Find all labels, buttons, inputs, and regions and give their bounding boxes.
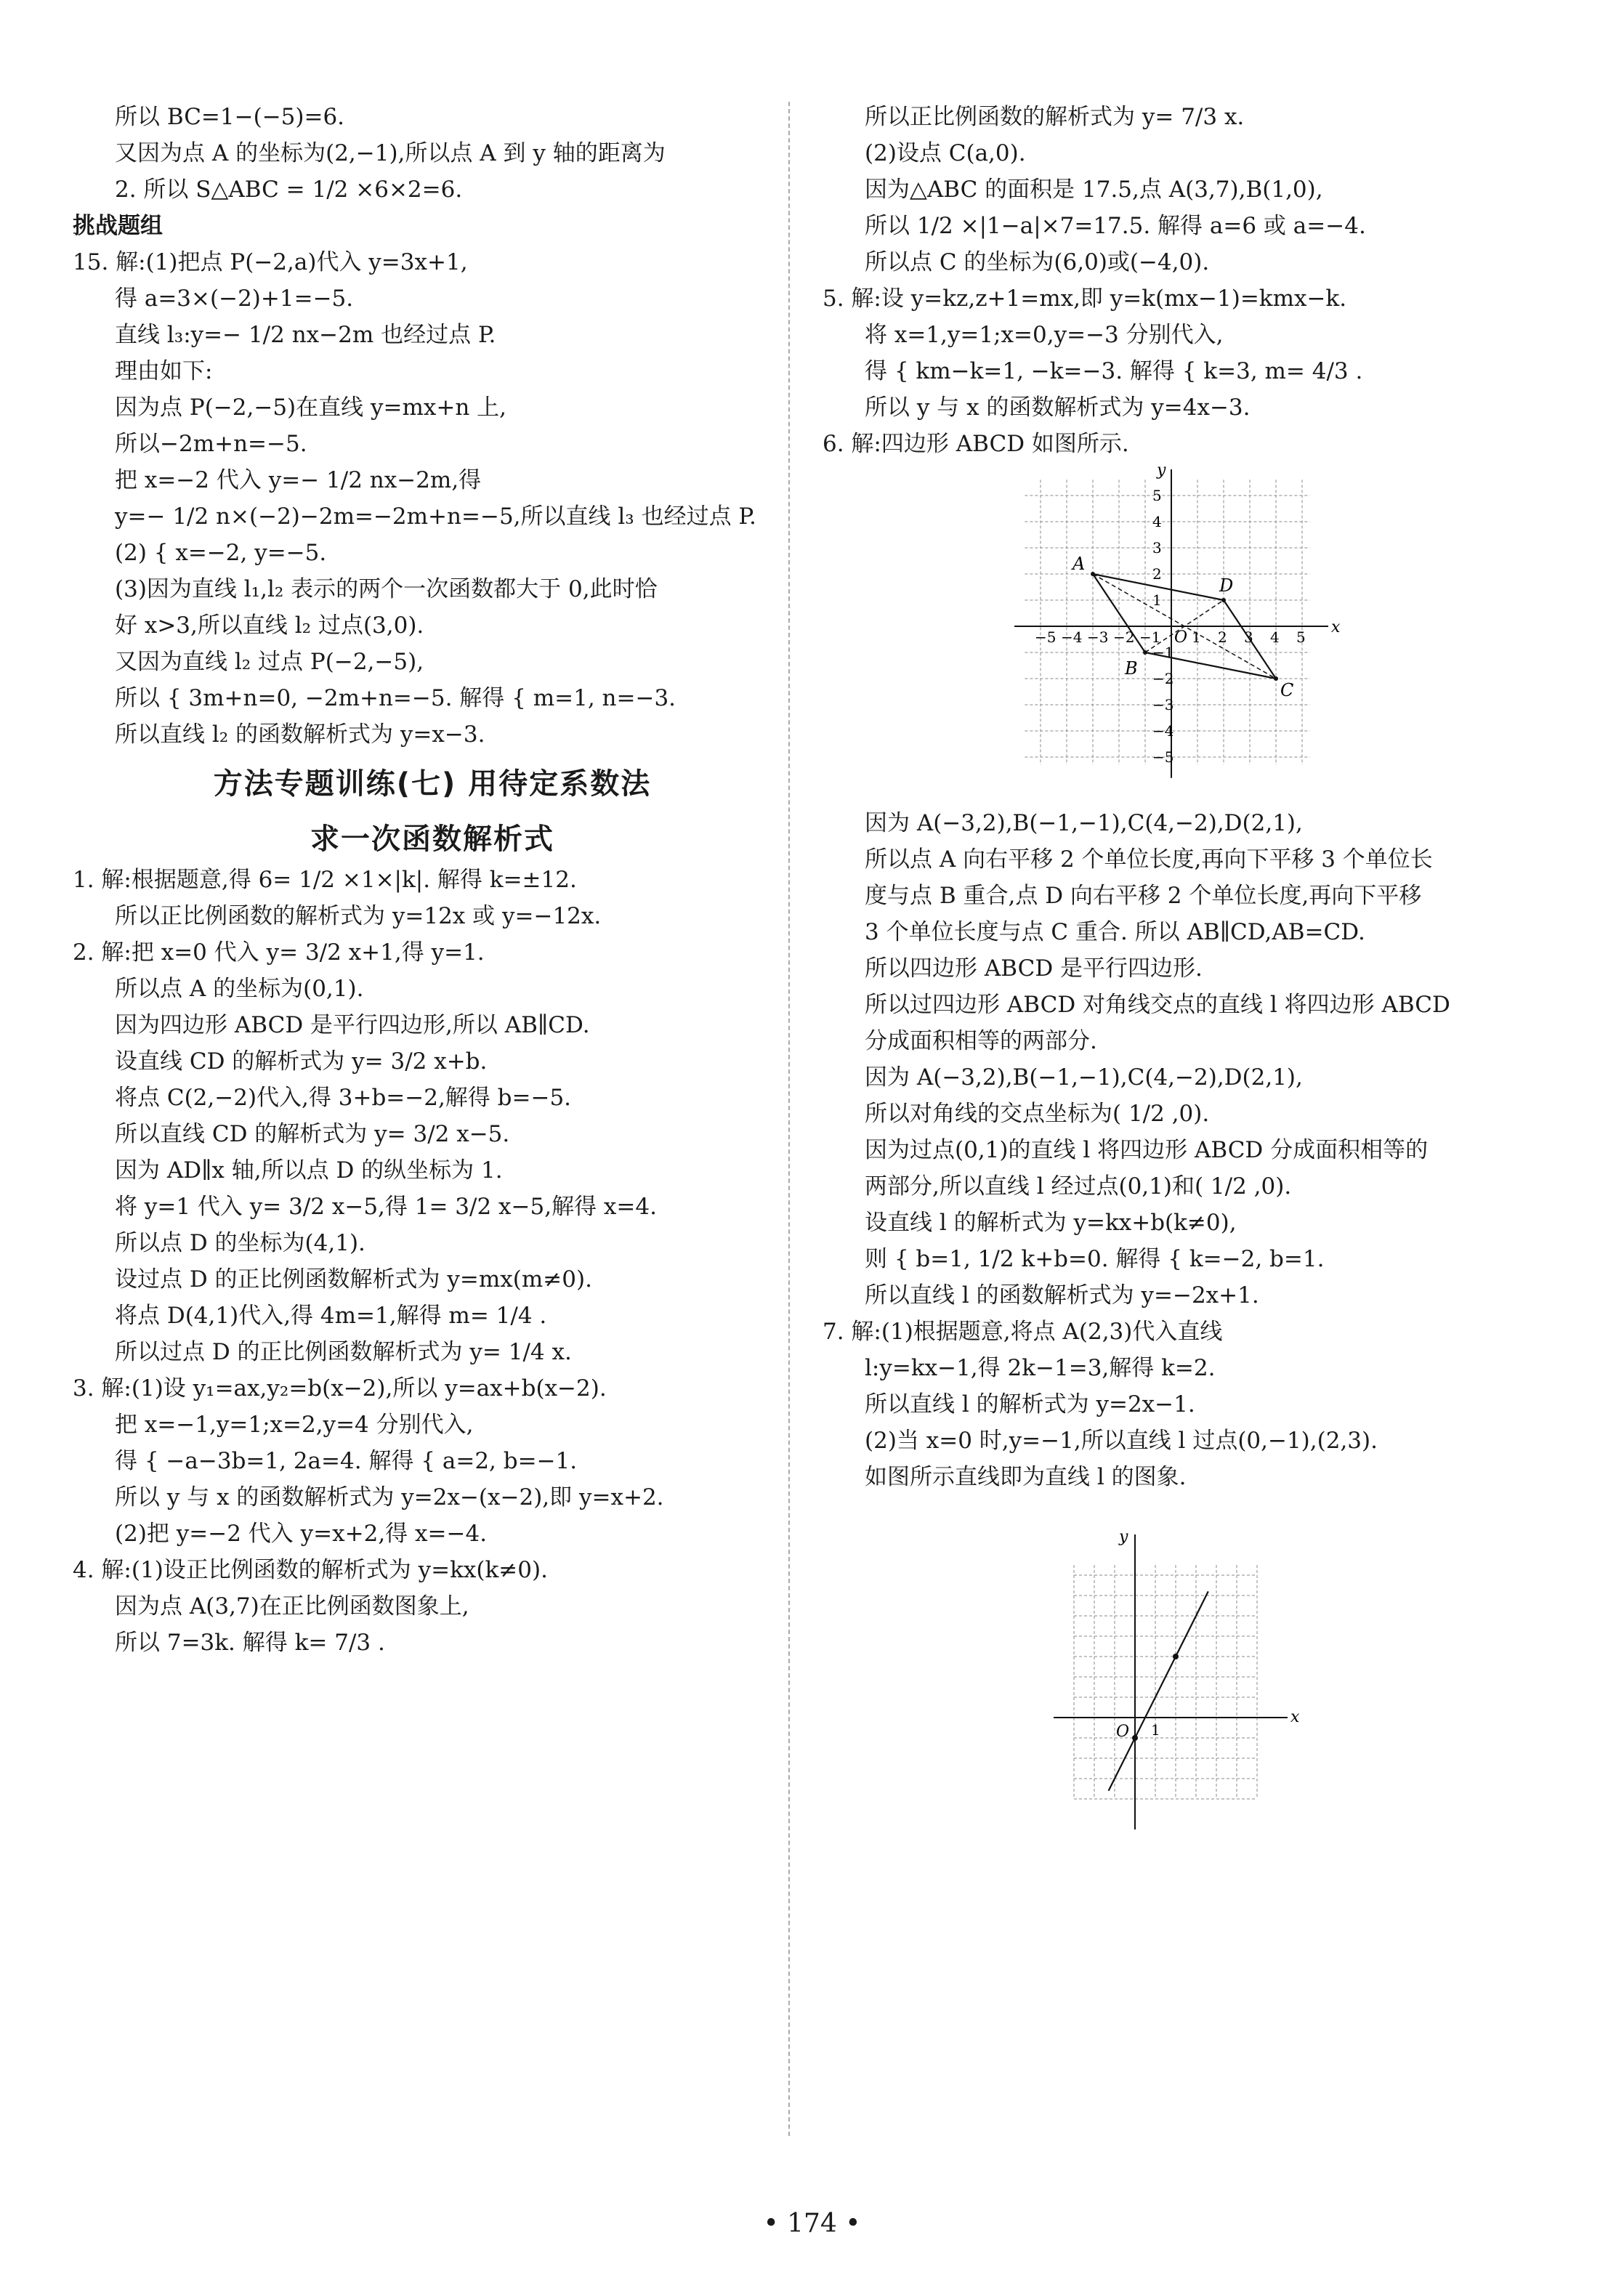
right-text-a <box>823 102 1564 459</box>
right_a-line: (2)设点 C(a,0). <box>865 140 1026 166</box>
left-line: 因为点 P(−2,−5)在直线 y=mx+n 上, <box>115 395 507 421</box>
line-point <box>1132 1735 1138 1741</box>
left-line: 所以直线 l₂ 的函数解析式为 y=x−3. <box>115 721 485 748</box>
y-tick-label: 4 <box>1152 513 1162 530</box>
left-line: 挑战题组 <box>73 213 163 239</box>
right-text-b <box>823 808 1564 1492</box>
left-line: 1. 解:根据题意,得 6= 1/2 ×1×|k|. 解得 k=±12. <box>73 867 577 893</box>
right_b-line: 所以对角线的交点坐标为( 1/2 ,0). <box>865 1101 1210 1127</box>
right_a-line: 将 x=1,y=1;x=0,y=−3 分别代入, <box>865 322 1224 348</box>
point-label-d: D <box>1219 575 1234 596</box>
left-line: 因为点 A(3,7)在正比例函数图象上, <box>115 1593 469 1619</box>
x-tick-label: 3 <box>1244 628 1253 646</box>
point-b <box>1143 650 1147 655</box>
page-number: • 174 • <box>763 2209 861 2238</box>
right_a-line: 5. 解:设 y=kz,z+1=mx,即 y=k(mx−1)=kmx−k. <box>823 286 1347 312</box>
left-line: 所以−2m+n=−5. <box>115 431 307 457</box>
right_b-line: (2)当 x=0 时,y=−1,所以直线 l 过点(0,−1),(2,3). <box>865 1428 1378 1454</box>
left-line: 所以 { 3m+n=0, −2m+n=−5. 解得 { m=1, n=−3. <box>115 685 676 711</box>
left-line: 得 a=3×(−2)+1=−5. <box>115 286 354 312</box>
right-column <box>823 102 1564 1856</box>
right_b-line: 分成面积相等的两部分. <box>865 1028 1097 1054</box>
y-tick-label: −4 <box>1152 722 1174 740</box>
left-line: 3. 解:(1)设 y₁=ax,y₂=b(x−2),所以 y=ax+b(x−2). <box>73 1375 607 1402</box>
left-line: 所以 BC=1−(−5)=6. <box>115 104 345 130</box>
x-tick-label: −3 <box>1087 628 1109 646</box>
right_a-line: 得 { km−k=1, −k=−3. 解得 { k=3, m= 4/3 . <box>865 358 1363 384</box>
right_b-line: 所以直线 l 的函数解析式为 y=−2x+1. <box>865 1282 1259 1309</box>
right_b-line: 7. 解:(1)根据题意,将点 A(2,3)代入直线 <box>823 1319 1223 1345</box>
left-line: 所以正比例函数的解析式为 y=12x 或 y=−12x. <box>115 903 602 929</box>
right_b-line: 所以过四边形 ABCD 对角线交点的直线 l 将四边形 ABCD <box>865 992 1450 1018</box>
left-line: (3)因为直线 l₁,l₂ 表示的两个一次函数都大于 0,此时恰 <box>115 576 658 602</box>
y-tick-label: −5 <box>1152 748 1174 766</box>
x-tick-label: −4 <box>1061 628 1083 646</box>
right_b-line: 因为过点(0,1)的直线 l 将四边形 ABCD 分成面积相等的 <box>865 1137 1429 1163</box>
left-column <box>73 102 792 1664</box>
point-label-b: B <box>1125 658 1138 679</box>
left-line: 设过点 D 的正比例函数解析式为 y=mx(m≠0). <box>115 1266 592 1293</box>
right_a-line: 因为△ABC 的面积是 17.5,点 A(3,7),B(1,0), <box>865 177 1323 203</box>
origin-label: O <box>1116 1723 1130 1741</box>
x-tick-label: −2 <box>1113 628 1135 646</box>
y-tick-label: 5 <box>1152 487 1162 504</box>
right_b-line: 所以四边形 ABCD 是平行四边形. <box>865 955 1203 982</box>
x-axis-label: x <box>1331 618 1341 636</box>
left-line: 理由如下: <box>115 358 213 384</box>
left-line: 所以 y 与 x 的函数解析式为 y=2x−(x−2),即 y=x+2. <box>115 1484 664 1510</box>
column-divider <box>788 102 790 2136</box>
y-tick-label: 2 <box>1152 565 1162 583</box>
left-line: 所以 7=3k. 解得 k= 7/3 . <box>115 1630 385 1656</box>
right_b-line: 因为 A(−3,2),B(−1,−1),C(4,−2),D(2,1), <box>865 1064 1303 1091</box>
x-tick-label: 4 <box>1270 628 1280 646</box>
right_b-line: 因为 A(−3,2),B(−1,−1),C(4,−2),D(2,1), <box>865 810 1303 836</box>
left-line: 4. 解:(1)设正比例函数的解析式为 y=kx(k≠0). <box>73 1557 548 1583</box>
right_a-line: 所以点 C 的坐标为(6,0)或(−4,0). <box>865 249 1210 275</box>
point-label-a: A <box>1072 554 1086 574</box>
y-tick-label: 1 <box>1152 591 1162 609</box>
left-line: 方法专题训练(七) 用待定系数法 <box>213 767 652 801</box>
left-line: 将点 C(2,−2)代入,得 3+b=−2,解得 b=−5. <box>115 1085 572 1111</box>
left-line: 又因为直线 l₂ 过点 P(−2,−5), <box>115 649 424 675</box>
right_b-line: 所以直线 l 的解析式为 y=2x−1. <box>865 1391 1195 1417</box>
left-line: 所以过点 D 的正比例函数解析式为 y= 1/4 x. <box>115 1339 572 1365</box>
left-line: 将点 D(4,1)代入,得 4m=1,解得 m= 1/4 . <box>115 1303 547 1329</box>
x-tick-label: 1 <box>1192 628 1201 646</box>
left-line: 2. 解:把 x=0 代入 y= 3/2 x+1,得 y=1. <box>73 939 485 966</box>
y-tick-label: −2 <box>1152 670 1174 687</box>
right_b-line: 设直线 l 的解析式为 y=kx+b(k≠0), <box>865 1210 1237 1236</box>
left-line: 2. 所以 S△ABC = 1/2 ×6×2=6. <box>115 177 463 203</box>
x-tick-label: 5 <box>1296 628 1306 646</box>
left-line: y=− 1/2 n×(−2)−2m=−2m+n=−5,所以直线 l₃ 也经过点 P. <box>115 503 756 530</box>
figure-quadrilateral-abcd <box>1004 466 1368 793</box>
left-line: 又因为点 A 的坐标为(2,−1),所以点 A 到 y 轴的距离为 <box>115 140 666 166</box>
y-axis-label: y <box>1157 466 1166 480</box>
y-tick-label: −1 <box>1152 644 1174 661</box>
x-axis-label: x <box>1290 1708 1300 1726</box>
x-tick-label: −1 <box>1139 628 1161 646</box>
left-line: (2) { x=−2, y=−5. <box>115 540 327 566</box>
x-tick-label: 2 <box>1218 628 1227 646</box>
x-tick-label: −5 <box>1035 628 1057 646</box>
left-line: 因为 AD∥x 轴,所以点 D 的纵坐标为 1. <box>115 1157 503 1184</box>
left-line: 把 x=−2 代入 y=− 1/2 nx−2m,得 <box>115 467 482 493</box>
left-line: 得 { −a−3b=1, 2a=4. 解得 { a=2, b=−1. <box>115 1448 578 1474</box>
figure-line-l <box>990 1500 1338 1841</box>
point-label-c: C <box>1280 680 1294 700</box>
right_a-line: 所以 1/2 ×|1−a|×7=17.5. 解得 a=6 或 a=−4. <box>865 213 1366 239</box>
right_b-line: l:y=kx−1,得 2k−1=3,解得 k=2. <box>865 1355 1216 1381</box>
left-line: 所以点 A 的坐标为(0,1). <box>115 976 364 1002</box>
left-line: 将 y=1 代入 y= 3/2 x−5,得 1= 3/2 x−5,解得 x=4. <box>115 1194 657 1220</box>
right_b-line: 所以点 A 向右平移 2 个单位长度,再向下平移 3 个单位长 <box>865 846 1433 873</box>
left-line: (2)把 y=−2 代入 y=x+2,得 x=−4. <box>115 1521 488 1547</box>
line-point <box>1173 1654 1179 1659</box>
point-a <box>1091 572 1095 576</box>
left-line: 所以直线 CD 的解析式为 y= 3/2 x−5. <box>115 1121 510 1147</box>
left-line: 因为四边形 ABCD 是平行四边形,所以 AB∥CD. <box>115 1012 590 1038</box>
y-tick-label: −3 <box>1152 696 1174 713</box>
left-line: 直线 l₃:y=− 1/2 nx−2m 也经过点 P. <box>115 322 496 348</box>
left-line: 设直线 CD 的解析式为 y= 3/2 x+b. <box>115 1048 488 1075</box>
right_a-line: 6. 解:四边形 ABCD 如图所示. <box>823 431 1129 457</box>
point-c <box>1274 676 1278 681</box>
line-l <box>1109 1591 1208 1790</box>
right_a-line: 所以正比例函数的解析式为 y= 7/3 x. <box>865 104 1245 130</box>
left-line: 所以点 D 的坐标为(4,1). <box>115 1230 365 1256</box>
y-tick-label: 3 <box>1152 539 1162 557</box>
y-axis-label: y <box>1119 1528 1128 1546</box>
left-line: 15. 解:(1)把点 P(−2,a)代入 y=3x+1, <box>73 249 468 275</box>
right_b-line: 度与点 B 重合,点 D 向右平移 2 个单位长度,再向下平移 <box>865 883 1422 909</box>
point-d <box>1221 598 1226 602</box>
origin-label: O <box>1174 628 1188 647</box>
right_b-line: 如图所示直线即为直线 l 的图象. <box>865 1464 1187 1490</box>
left-line: 把 x=−1,y=1;x=2,y=4 分别代入, <box>115 1412 474 1438</box>
right_a-line: 所以 y 与 x 的函数解析式为 y=4x−3. <box>865 395 1251 421</box>
right_b-line: 两部分,所以直线 l 经过点(0,1)和( 1/2 ,0). <box>865 1173 1292 1200</box>
right_b-line: 则 { b=1, 1/2 k+b=0. 解得 { k=−2, b=1. <box>865 1246 1325 1272</box>
left-line: 求一次函数解析式 <box>310 822 554 856</box>
left-line: 好 x>3,所以直线 l₂ 过点(3,0). <box>115 612 424 639</box>
x-tick-label: 1 <box>1151 1721 1160 1739</box>
right_b-line: 3 个单位长度与点 C 重合. 所以 AB∥CD,AB=CD. <box>865 919 1365 945</box>
